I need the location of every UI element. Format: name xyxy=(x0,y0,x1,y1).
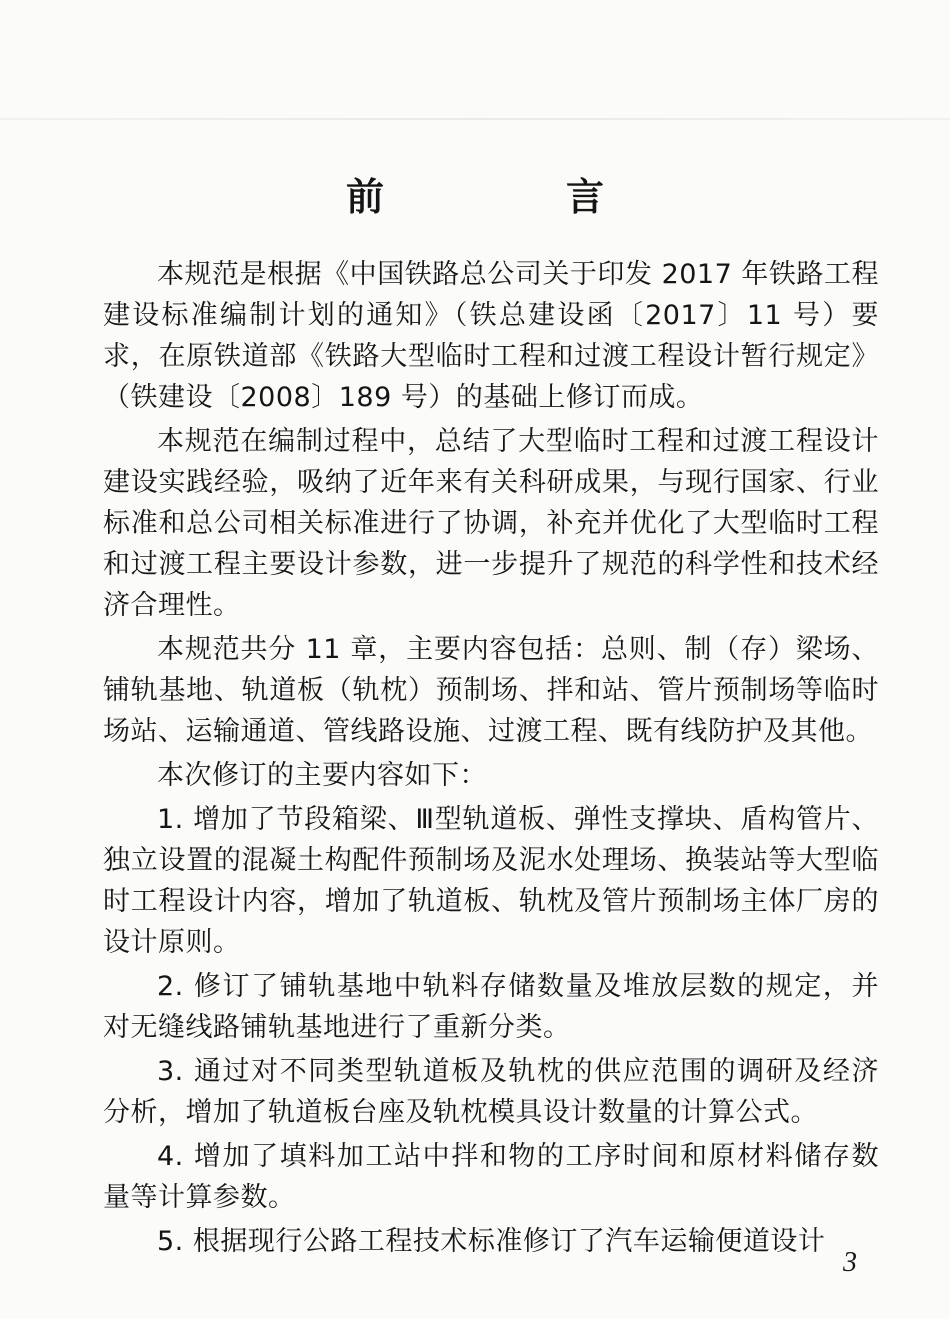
paragraph-revision-item-1: 1. 增加了节段箱梁、Ⅲ型轨道板、弹性支撑块、盾构管片、独立设置的混凝土构配件预制场及泥水处理场、换装站等大型临时工程设计内容，增加了轨道板、轨枕及管片预制场主体厂房的设计原则。 xyxy=(103,804,879,958)
paragraph-revision-item-4: 4. 增加了填料加工站中拌和物的工序时间和原材料储存数量等计算参数。 xyxy=(103,1141,879,1213)
page-number: 3 xyxy=(843,1247,857,1278)
preface-body xyxy=(103,254,879,1265)
paragraph-basis: 本规范是根据《中国铁路总公司关于印发 2017 年铁路工程建设标准编制计划的通知》（铁总建设函〔2017〕11 号）要求，在原铁道部《铁路大型临时工程和过渡工程设计暂行规定》（铁建设〔2008〕189 号）的基础上修订而成。 xyxy=(103,259,879,413)
scan-fold-line xyxy=(0,118,950,120)
paragraph-process: 本规范在编制过程中，总结了大型临时工程和过渡工程设计建设实践经验，吸纳了近年来有关科研成果，与现行国家、行业标准和总公司相关标准进行了协调，补充并优化了大型临时工程和过渡工程主要设计参数，进一步提升了规范的科学性和技术经济合理性。 xyxy=(103,426,879,621)
paragraph-revision-item-5: 5. 根据现行公路工程技术标准修订了汽车运输便道设计 xyxy=(157,1226,826,1257)
paragraph-revision-item-2: 2. 修订了铺轨基地中轨料存储数量及堆放层数的规定，并对无缝线路铺轨基地进行了重新分类。 xyxy=(103,971,879,1043)
paragraph-revision-intro: 本次修订的主要内容如下： xyxy=(157,760,487,791)
paragraph-chapters: 本规范共分 11 章，主要内容包括：总则、制（存）梁场、铺轨基地、轨道板（轨枕）预制场、拌和站、管片预制场等临时场站、运输通道、管线路设施、过渡工程、既有线防护及其他。 xyxy=(103,634,879,747)
paragraph-revision-item-3: 3. 通过对不同类型轨道板及轨枕的供应范围的调研及经济分析，增加了轨道板台座及轨枕模具设计数量的计算公式。 xyxy=(103,1056,879,1128)
page-title: 前 言 xyxy=(345,175,676,219)
